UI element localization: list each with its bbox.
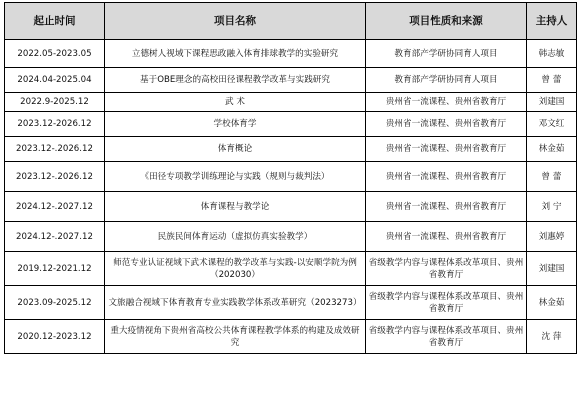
table-row — [5, 93, 577, 112]
cell-host: 曾 蕾 — [527, 162, 577, 192]
cell-name: 文旅融合视域下体育教育专业实践教学体系改革研究（2023273） — [105, 286, 366, 320]
cell-time: 2019.12-2021.12 — [5, 252, 105, 286]
table-row — [5, 286, 577, 320]
cell-source: 贵州省一流课程、贵州省教育厅 — [366, 112, 527, 137]
cell-source: 贵州省一流课程、贵州省教育厅 — [366, 222, 527, 252]
table-row — [5, 137, 577, 162]
cell-host: 邓文红 — [527, 112, 577, 137]
cell-name: 师范专业认证视域下武术课程的教学改革与实践-以安顺学院为例（202030） — [105, 252, 366, 286]
cell-time: 2022.05-2023.05 — [5, 40, 105, 68]
cell-source: 省级教学内容与课程体系改革项目、贵州省教育厅 — [366, 252, 527, 286]
cell-name: 《田径专项教学训练理论与实践（规则与裁判法） — [105, 162, 366, 192]
cell-source: 省级教学内容与课程体系改革项目、贵州省教育厅 — [366, 320, 527, 354]
cell-source: 贵州省一流课程、贵州省教育厅 — [366, 137, 527, 162]
cell-time: 2023.09-2025.12 — [5, 286, 105, 320]
cell-time: 2024.04-2025.04 — [5, 68, 105, 93]
table-row — [5, 320, 577, 354]
header-name: 项目名称 — [105, 3, 366, 40]
cell-time: 2022.9-2025.12 — [5, 93, 105, 112]
cell-host: 刘惠婷 — [527, 222, 577, 252]
project-table — [4, 2, 577, 354]
cell-time: 2023.12-.2026.12 — [5, 137, 105, 162]
cell-name: 体育概论 — [105, 137, 366, 162]
cell-time: 2023.12-.2026.12 — [5, 162, 105, 192]
cell-source: 贵州省一流课程、贵州省教育厅 — [366, 162, 527, 192]
cell-time: 2023.12-2026.12 — [5, 112, 105, 137]
cell-host: 沈 萍 — [527, 320, 577, 354]
cell-time: 2024.12-.2027.12 — [5, 192, 105, 222]
cell-host: 林金茹 — [527, 286, 577, 320]
cell-name: 体育课程与教学论 — [105, 192, 366, 222]
cell-host: 林金茹 — [527, 137, 577, 162]
table-header-row — [5, 3, 577, 40]
cell-host: 韩志敏 — [527, 40, 577, 68]
cell-name: 民族民间体育运动（虚拟仿真实验教学） — [105, 222, 366, 252]
cell-name: 重大疫情视角下贵州省高校公共体育课程教学体系的构建及成效研究 — [105, 320, 366, 354]
cell-name: 学校体育学 — [105, 112, 366, 137]
header-source: 项目性质和来源 — [366, 3, 527, 40]
cell-name: 立德树人视域下课程思政融入体育排球教学的实验研究 — [105, 40, 366, 68]
cell-host: 刘 宁 — [527, 192, 577, 222]
cell-name: 武 术 — [105, 93, 366, 112]
table-row — [5, 252, 577, 286]
cell-source: 省级教学内容与课程体系改革项目、贵州省教育厅 — [366, 286, 527, 320]
table-row — [5, 222, 577, 252]
table-row — [5, 192, 577, 222]
cell-source: 贵州省一流课程、贵州省教育厅 — [366, 93, 527, 112]
cell-source: 贵州省一流课程、贵州省教育厅 — [366, 192, 527, 222]
table-row — [5, 162, 577, 192]
table-row — [5, 68, 577, 93]
cell-host: 刘建国 — [527, 252, 577, 286]
cell-time: 2024.12-.2027.12 — [5, 222, 105, 252]
cell-source: 教育部产学研协同育人项目 — [366, 68, 527, 93]
cell-host: 刘建国 — [527, 93, 577, 112]
cell-name: 基于OBE理念的高校田径课程教学改革与实践研究 — [105, 68, 366, 93]
cell-host: 曾 蕾 — [527, 68, 577, 93]
header-host: 主持人 — [527, 3, 577, 40]
header-time: 起止时间 — [5, 3, 105, 40]
table-row — [5, 40, 577, 68]
cell-time: 2020.12-2023.12 — [5, 320, 105, 354]
table-row — [5, 112, 577, 137]
cell-source: 教育部产学研协同育人项目 — [366, 40, 527, 68]
